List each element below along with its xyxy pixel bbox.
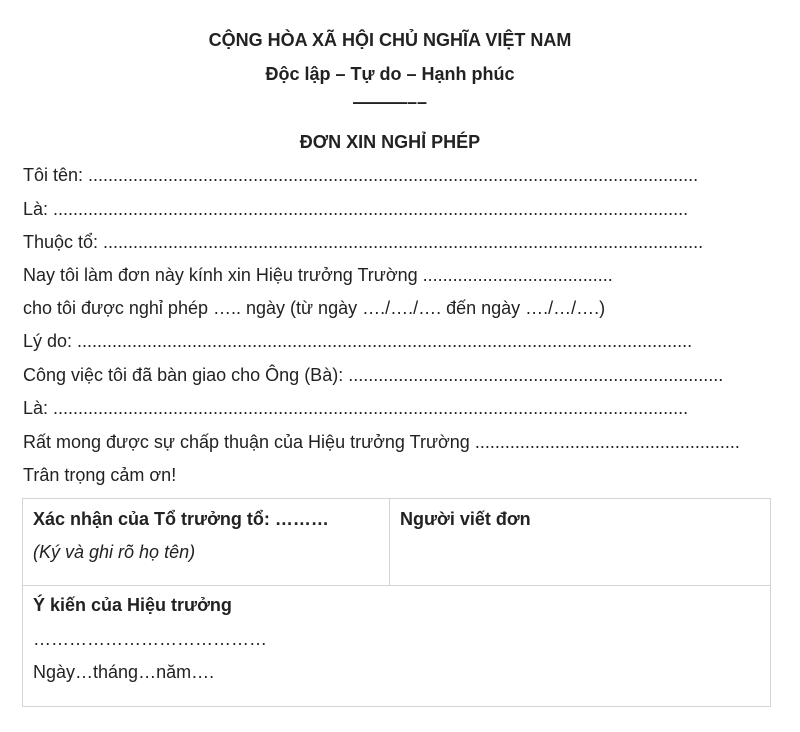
thanks-line: Trân trọng cảm ơn! (23, 465, 177, 485)
principal-opinion-dots: ………………………………… (33, 629, 267, 649)
applicant-label: Người viết đơn (400, 509, 531, 529)
group-line: Thuộc tổ: ........................................................................................................................ (23, 232, 704, 252)
approval-request-line: Rất mong được sự chấp thuận của Hiệu trưởng Trường ..................................................... (23, 432, 740, 452)
leave-days-line: cho tôi được nghỉ phép ….. ngày (từ ngày …./…./…. đến ngày …./…/….) (23, 298, 606, 318)
signature-table (22, 498, 771, 707)
leader-confirm-label: Xác nhận của Tổ trưởng tổ: ……… (33, 509, 329, 529)
handover-role-line: Là: ............................................................................................................................... (23, 398, 689, 418)
name-line: Tôi tên: .......................................................................................................................... (23, 165, 699, 185)
handover-line: Công việc tôi đã bàn giao cho Ông (Bà): ........................................................................... (23, 365, 724, 385)
national-title: CỘNG HÒA XÃ HỘI CHỦ NGHĨA VIỆT NAM (208, 30, 572, 50)
reason-line: Lý do: ........................................................................................................................... (23, 331, 693, 351)
request-line: Nay tôi làm đơn này kính xin Hiệu trưởng Trường ...................................... (23, 265, 613, 285)
principal-opinion-cell (23, 586, 771, 707)
position-line: Là: ............................................................................................................................... (23, 199, 689, 219)
leader-confirm-cell (23, 499, 390, 586)
separator: ———–– (352, 92, 428, 112)
leader-sign-note: (Ký và ghi rõ họ tên) (33, 542, 196, 562)
principal-opinion-label: Ý kiến của Hiệu trưởng (33, 595, 232, 615)
date-line: Ngày…tháng…năm…. (33, 662, 215, 682)
motto: Độc lập – Tự do – Hạnh phúc (265, 64, 515, 84)
applicant-cell (390, 499, 771, 586)
form-title: ĐƠN XIN NGHỈ PHÉP (299, 132, 481, 152)
